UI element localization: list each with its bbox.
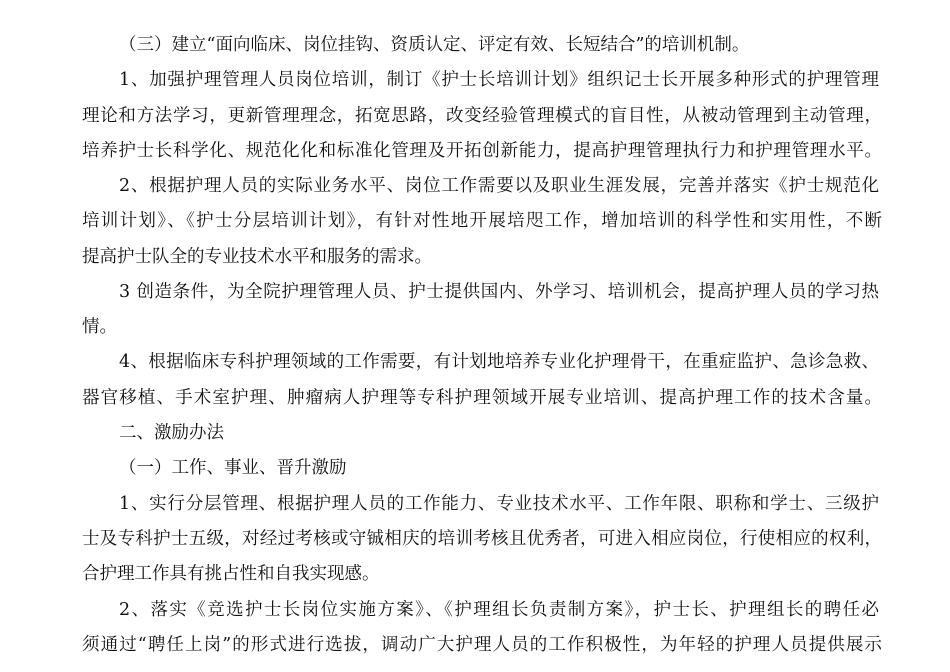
text-line: 培训计划》、《护士分层培训计划》，有针对性地开展培咫工作，增加培训的科学性和实用性，不断 xyxy=(82,211,882,231)
text-line: 4、根据临床专科护理领域的工作需要，有计划地培养专业化护理骨干，在重症监护、急诊急救、 xyxy=(119,352,879,372)
text-line: 士及专科护士五级，对经过考核或守铖相庆的培训考核且优秀者，可进入相应岗位，行使相应的权利， xyxy=(82,529,882,549)
text-line: 1、实行分层管理、根据护理人员的工作能力、专业技术水平、工作年限、职称和学士、三级护 xyxy=(119,494,879,514)
text-line: 合护理工作具有挑占性和自我实现感。 xyxy=(82,564,380,584)
text-line: （一）工作、事业、晋升激励 xyxy=(119,458,347,478)
text-line: 3 创造条件，为全院护理管理人员、护士提供国内、外学习、培训机会，提高护理人员的学习热 xyxy=(119,282,879,302)
text-line: 器官移植、手术室护理、肿瘤病人护理等专科护理领域开展专业培训、提高护理工作的技术含量。 xyxy=(82,388,882,408)
text-line: 培养护士长科学化、规范化化和标准化管理及开拓创新能力，提高护理管理执行力和护理管理水平。 xyxy=(82,141,882,161)
text-line: 理论和方法学习，更新管理理念，拓宽思路，改变经验管理模式的盲目性，从被动管理到主动管理， xyxy=(82,106,882,126)
text-line: 2、落实《竞选护士长岗位实施方案》、《护理组长负责制方案》，护士长、护理组长的聘任必 xyxy=(119,600,879,620)
text-line: 须通过“聘任上岗”的形式进行选拔，调动广大护理人员的工作积极性，为年轻的护理人员提供展示 xyxy=(82,635,882,655)
text-line: 提高护士队全的专业技术水平和服务的需求。 xyxy=(82,247,432,267)
text-line: 2、根据护理人员的实际业务水平、岗位工作需要以及职业生涯发展，完善并落实《护士规范化 xyxy=(119,176,879,196)
text-line: 情。 xyxy=(82,317,117,337)
text-line: 二、激励办法 xyxy=(119,423,224,443)
text-line: 1、加强护理管理人员岗位培训，制订《护士长培训计划》组织记士长开展多种形式的护理管理 xyxy=(119,70,879,90)
text-line: （三）建立“面向临床、岗位挂钩、资质认定、评定有效、长短结合”的培训机制。 xyxy=(119,35,750,55)
